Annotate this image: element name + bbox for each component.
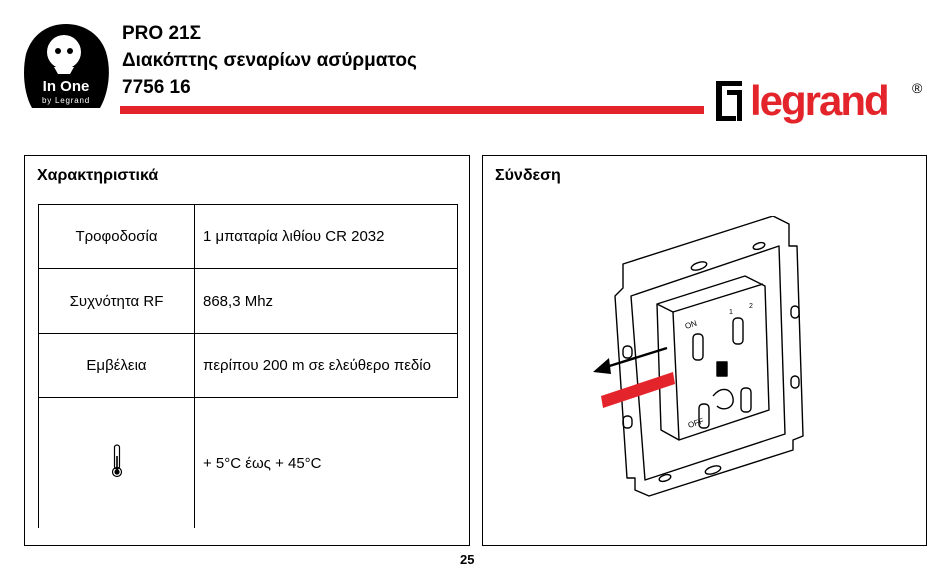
thermometer-icon: [110, 444, 124, 478]
row-label: Εμβέλεια: [39, 333, 195, 397]
characteristics-table: [38, 204, 458, 528]
table-row: [39, 398, 458, 528]
product-header: [122, 20, 417, 101]
in-one-text: In One: [42, 78, 90, 95]
plug-icon: [47, 35, 81, 69]
switch-mechanism-illustration: [553, 216, 853, 516]
registered-mark: ®: [912, 80, 923, 96]
terminal-2-label: 2: [749, 303, 753, 310]
row-value: 1 μπαταρία λιθίου CR 2032: [195, 205, 458, 269]
row-label-icon-cell: [39, 398, 195, 528]
product-reference: 7756 16: [122, 77, 191, 98]
by-legrand-text: by Legrand: [41, 96, 91, 105]
off-label: OFF: [686, 416, 705, 430]
row-value: + 5°C έως + 45°C: [195, 398, 458, 528]
in-one-logo: [22, 22, 110, 112]
header-red-rule: [120, 106, 704, 114]
row-value: 868,3 Mhz: [195, 269, 458, 333]
legrand-logo: [716, 75, 928, 127]
legrand-wordmark: legrand: [750, 77, 888, 124]
table-row: [39, 269, 458, 333]
characteristics-title: Χαρακτηριστικά: [37, 167, 159, 184]
table-row: [39, 333, 458, 397]
product-name: Διακόπτης σεναρίων ασύρματος: [122, 50, 417, 71]
on-label: ON: [683, 318, 699, 331]
row-value: περίπου 200 m σε ελεύθερο πεδίο: [195, 333, 458, 397]
connection-panel: [482, 155, 927, 546]
legrand-symbol-icon: [716, 81, 742, 121]
row-label: Τροφοδοσία: [39, 205, 195, 269]
page-number: 25: [460, 552, 475, 567]
row-label: Συχνότητα RF: [39, 269, 195, 333]
terminal-1-label: 1: [729, 309, 733, 316]
product-code: PRO 21Σ: [122, 23, 201, 44]
table-row: [39, 205, 458, 269]
characteristics-panel: [24, 155, 470, 546]
connection-title: Σύνδεση: [495, 167, 561, 184]
